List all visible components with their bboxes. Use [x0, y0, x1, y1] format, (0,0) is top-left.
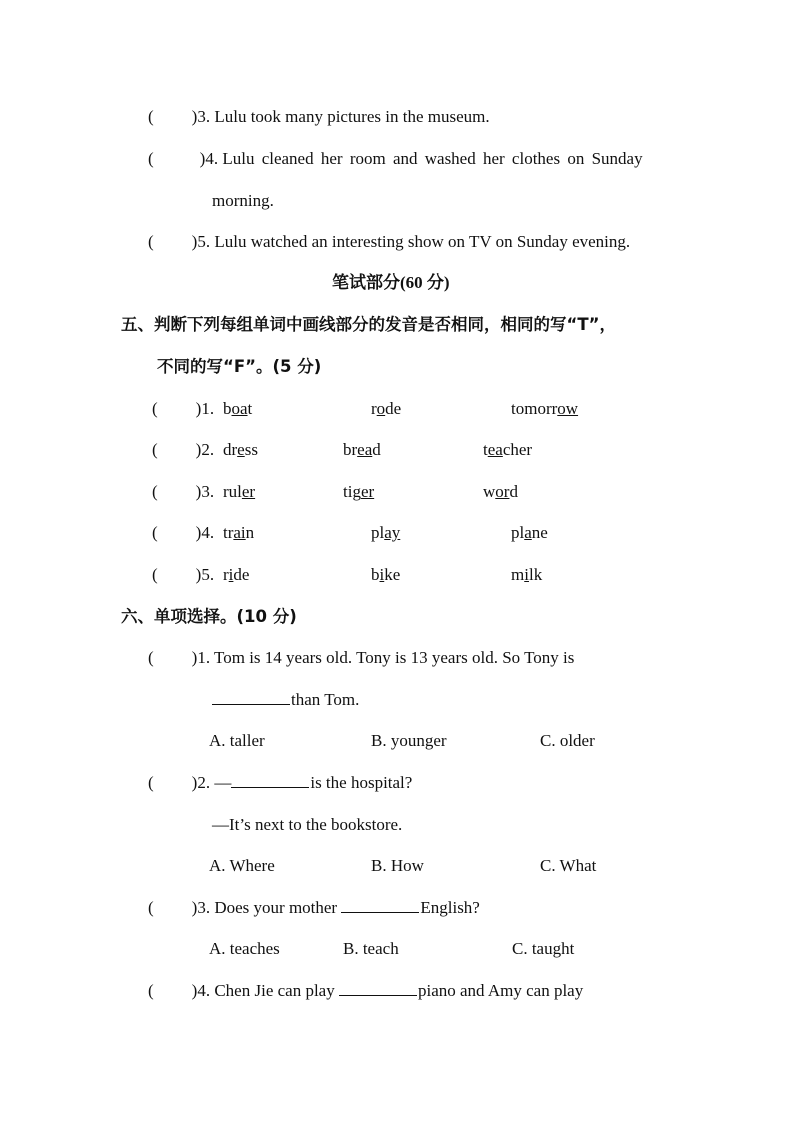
phonics-word [371, 522, 400, 544]
question-number: )1. [191, 648, 215, 667]
option-b[interactable]: B. How [371, 856, 424, 875]
phonics-word [511, 564, 542, 586]
phonics-row [152, 439, 214, 461]
paren: ( [148, 981, 154, 1000]
question-number: )5. [191, 232, 215, 251]
phonics-row [152, 522, 214, 544]
word-part: tomorr [511, 399, 558, 418]
word-part: tig [343, 482, 361, 501]
paren: ( [148, 107, 154, 126]
word-part: t [483, 440, 488, 459]
underlined-letters: i [524, 565, 529, 584]
question-text: Lulu took many pictures in the museum. [214, 107, 490, 126]
option-b[interactable]: B. teach [343, 939, 399, 958]
word-part: rul [223, 482, 242, 501]
word-part: n [245, 523, 255, 542]
paren: ( [148, 648, 154, 667]
word-part: ne [531, 523, 548, 542]
underlined-letters: i [379, 565, 385, 584]
paren: ( [152, 399, 158, 418]
underlined-letters: er [241, 482, 256, 501]
phonics-row [152, 398, 214, 420]
phonics-word [223, 439, 258, 461]
word-part: r [223, 565, 229, 584]
word-part: lk [528, 565, 543, 584]
answer-blank[interactable] [212, 690, 290, 705]
underlined-letters: o [376, 399, 386, 418]
word-part: tr [223, 523, 234, 542]
option-a[interactable]: A. Where [209, 856, 275, 875]
phonics-word [511, 522, 548, 544]
underlined-letters: ai [233, 523, 246, 542]
word-part: ke [384, 565, 401, 584]
answer-blank[interactable] [339, 981, 417, 996]
question-number: )4. [191, 981, 215, 1000]
mc-question-3 [148, 897, 480, 919]
question-number: )2. [195, 440, 215, 459]
word-part: t [247, 399, 253, 418]
question-3-listening [148, 106, 490, 128]
phonics-word [343, 481, 374, 503]
mc-question-2-answer: —It’s next to the bookstore. [212, 815, 403, 834]
section-6-title: 六、单项选择。(10 分) [121, 607, 297, 626]
word-part: b [223, 399, 232, 418]
underlined-letters: a [524, 523, 532, 542]
phonics-row [152, 481, 214, 503]
option-a[interactable]: A. taller [209, 731, 265, 750]
question-number: )3. [195, 482, 215, 501]
question-text: Lulu cleaned her room and washed her clothes on Sunday [222, 149, 643, 168]
option-c[interactable]: C. What [540, 856, 597, 875]
mc-question-1 [148, 647, 574, 669]
paren: ( [148, 232, 154, 251]
word-part: d [509, 482, 518, 501]
paren: ( [152, 523, 158, 542]
question-4-continuation: morning. [212, 191, 274, 210]
question-text: is the hospital? [310, 773, 413, 792]
answer-blank[interactable] [341, 898, 419, 913]
phonics-word [223, 564, 249, 586]
underlined-letters: oa [231, 399, 248, 418]
question-4-listening [148, 148, 674, 170]
dash: — [214, 773, 232, 792]
phonics-row [152, 564, 214, 586]
option-b[interactable]: B. younger [371, 731, 447, 750]
question-number: )2. [191, 773, 215, 792]
phonics-word [483, 481, 518, 503]
question-number: )5. [195, 565, 215, 584]
section-5-title-line1: 五、判断下列每组单词中画线部分的发音是否相同，相同的写“T”， [121, 315, 616, 334]
paren: ( [152, 565, 158, 584]
question-text: Chen Jie can play [214, 981, 339, 1000]
question-number: )1. [195, 399, 215, 418]
phonics-word [343, 439, 381, 461]
question-number: )4. [199, 149, 223, 168]
underlined-letters: or [495, 482, 510, 501]
word-part: pl [511, 523, 525, 542]
word-part: w [483, 482, 496, 501]
phonics-word [223, 398, 252, 420]
question-5-listening [148, 231, 630, 253]
word-part: m [511, 565, 525, 584]
phonics-word [371, 398, 401, 420]
answer-blank[interactable] [231, 773, 309, 788]
option-c[interactable]: C. taught [512, 939, 575, 958]
word-part: de [233, 565, 250, 584]
question-text: Tom is 14 years old. Tony is 13 years old. So Tony is [214, 648, 575, 667]
word-part: ss [244, 440, 258, 459]
question-number: )3. [191, 107, 215, 126]
mc-question-4 [148, 980, 583, 1002]
paren: ( [148, 149, 154, 168]
paren: ( [152, 440, 158, 459]
paren: ( [152, 482, 158, 501]
underlined-letters: ay [384, 523, 401, 542]
question-number: )3. [191, 898, 215, 917]
underlined-letters: i [228, 565, 234, 584]
question-text: Does your mother [214, 898, 342, 917]
underlined-letters: ea [357, 440, 373, 459]
underlined-letters: ow [557, 399, 579, 418]
paren: ( [148, 898, 154, 917]
written-title-cn: 笔试部分 [332, 273, 400, 293]
phonics-word [223, 522, 254, 544]
word-part: dr [223, 440, 238, 459]
word-part: r [371, 399, 377, 418]
question-number: )4. [195, 523, 215, 542]
option-c[interactable]: C. older [540, 731, 595, 750]
phonics-word [511, 398, 578, 420]
written-title-score: (60 分) [400, 273, 450, 292]
phonics-word [371, 564, 400, 586]
word-part: de [385, 399, 402, 418]
underlined-letters: ea [487, 440, 503, 459]
option-a[interactable]: A. teaches [209, 939, 280, 958]
phonics-word [223, 481, 255, 503]
question-text: English? [420, 898, 480, 917]
question-text: Lulu watched an interesting show on TV on Sunday evening. [214, 232, 631, 251]
written-section-title [332, 272, 450, 294]
question-text: piano and Amy can play [417, 981, 584, 1000]
underlined-letters: er [360, 482, 375, 501]
underlined-letters: e [237, 440, 245, 459]
word-part: d [372, 440, 381, 459]
question-text: than Tom. [291, 690, 360, 709]
word-part: b [371, 565, 380, 584]
phonics-word [483, 439, 532, 461]
mc-question-2 [148, 772, 412, 794]
word-part: cher [502, 440, 533, 459]
word-part: pl [371, 523, 385, 542]
word-part: br [343, 440, 358, 459]
section-5-title-line2: 不同的写“F”。(5 分) [157, 357, 322, 376]
mc-question-1-cont [212, 689, 359, 711]
paren: ( [148, 773, 154, 792]
